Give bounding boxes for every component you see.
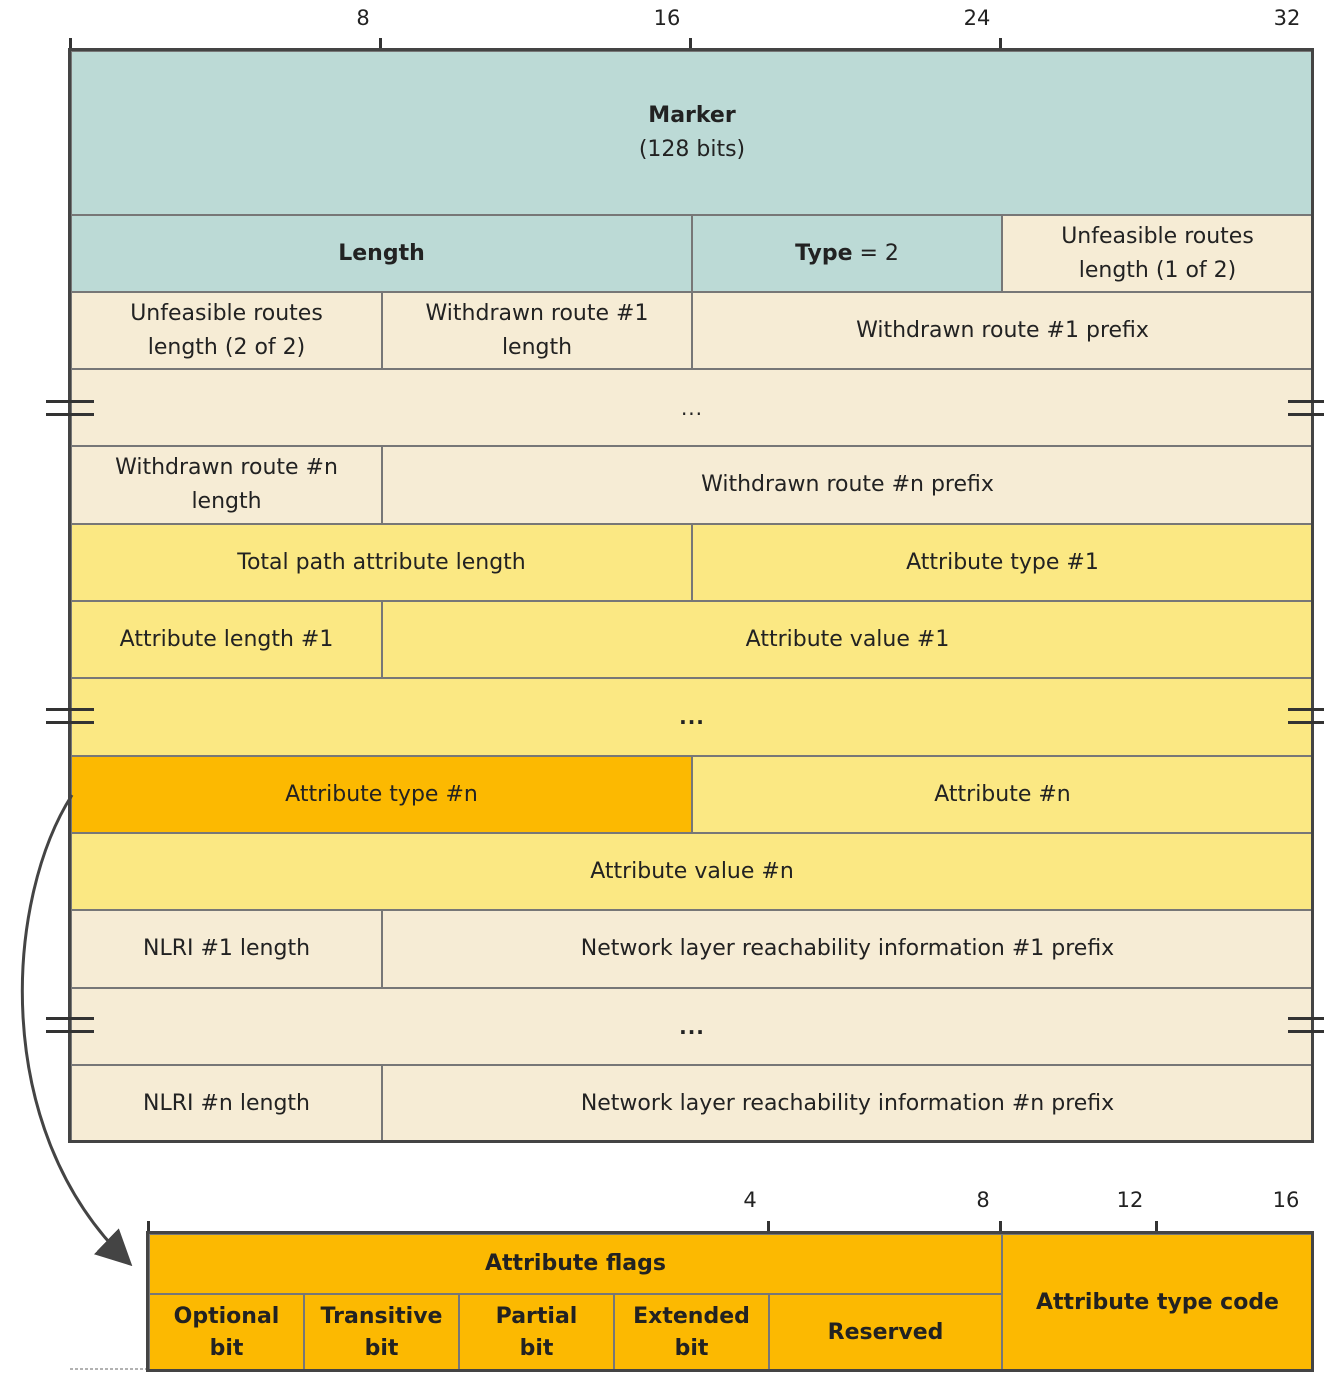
tick-label-24: 24 bbox=[963, 6, 991, 30]
bottom-tick-mark-0 bbox=[147, 1221, 150, 1233]
partial-bit-line-2: bit bbox=[519, 1335, 554, 1361]
withdrawn-1-length-line-2: length bbox=[501, 334, 573, 360]
marker-label: Marker bbox=[648, 103, 736, 128]
withdrawn-ellipsis-row: ... bbox=[70, 368, 1312, 445]
length-field: Length bbox=[70, 214, 691, 291]
transitive-bit-field bbox=[303, 1293, 458, 1370]
withdrawn-1-length-line-1: Withdrawn route #1 bbox=[425, 300, 649, 326]
extended-bit-line-1: Extended bbox=[633, 1303, 750, 1329]
optional-bit-line-1: Optional bbox=[173, 1303, 280, 1329]
optional-bit-line-2: bit bbox=[209, 1335, 244, 1361]
bottom-tick-label-16: 16 bbox=[1272, 1188, 1300, 1212]
bottom-tick-mark-8 bbox=[999, 1221, 1002, 1233]
attribute-flags-field: Attribute flags bbox=[148, 1233, 1001, 1293]
transitive-bit-line-1: Transitive bbox=[320, 1303, 443, 1329]
nlri-n-prefix-field: Network layer reachability information #n prefix bbox=[381, 1064, 1312, 1141]
marker-bits: (128 bits) bbox=[638, 137, 746, 162]
unfeasible-2-line-2: length (2 of 2) bbox=[147, 334, 306, 360]
attribute-type-code-field: Attribute type code bbox=[1001, 1233, 1312, 1370]
bottom-tick-label-12: 12 bbox=[1116, 1188, 1144, 1212]
nlri-1-prefix-field: Network layer reachability information #1 prefix bbox=[381, 909, 1312, 987]
nlri-n-length-field: NLRI #n length bbox=[70, 1064, 381, 1141]
unfeasible-2-line-1: Unfeasible routes bbox=[130, 300, 323, 326]
total-path-attribute-length-field: Total path attribute length bbox=[70, 523, 691, 600]
optional-bit-field bbox=[148, 1293, 303, 1370]
attribute-value-1-field: Attribute value #1 bbox=[381, 600, 1312, 677]
partial-bit-field bbox=[458, 1293, 613, 1370]
tick-label-8: 8 bbox=[356, 6, 370, 30]
bottom-tick-mark-12 bbox=[1155, 1221, 1158, 1233]
bottom-tick-label-8: 8 bbox=[976, 1188, 990, 1212]
nlri-1-length-field: NLRI #1 length bbox=[70, 909, 381, 987]
attribute-value-n-field: Attribute value #n bbox=[70, 832, 1312, 909]
extended-bit-field bbox=[613, 1293, 768, 1370]
transitive-bit-line-2: bit bbox=[364, 1335, 399, 1361]
withdrawn-n-length-line-2: length bbox=[191, 489, 262, 514]
unfeasible-1-line-2: length (1 of 2) bbox=[1078, 257, 1237, 283]
attribute-length-1-field: Attribute length #1 bbox=[70, 600, 381, 677]
reserved-field: Reserved bbox=[768, 1293, 1001, 1370]
bottom-tick-label-4: 4 bbox=[743, 1188, 757, 1212]
partial-bit-line-1: Partial bbox=[495, 1303, 578, 1329]
attribute-type-n-field: Attribute type #n bbox=[70, 755, 691, 832]
type-label: Type bbox=[795, 240, 853, 266]
tick-label-32: 32 bbox=[1273, 6, 1301, 30]
attributes-ellipsis-row: ... bbox=[70, 677, 1312, 755]
attribute-type-1-field: Attribute type #1 bbox=[691, 523, 1312, 600]
type-value: = 2 bbox=[852, 240, 899, 266]
unfeasible-1-line-1: Unfeasible routes bbox=[1061, 223, 1254, 249]
withdrawn-route-n-prefix-field: Withdrawn route #n prefix bbox=[381, 445, 1312, 523]
attribute-n-field: Attribute #n bbox=[691, 755, 1312, 832]
withdrawn-route-1-prefix-field: Withdrawn route #1 prefix bbox=[691, 291, 1312, 368]
withdrawn-n-length-line-1: Withdrawn route #n bbox=[115, 455, 338, 480]
bottom-tick-mark-4 bbox=[767, 1221, 770, 1233]
tick-label-16: 16 bbox=[653, 6, 681, 30]
extended-bit-line-2: bit bbox=[674, 1335, 709, 1361]
nlri-ellipsis-row: ... bbox=[70, 987, 1312, 1064]
